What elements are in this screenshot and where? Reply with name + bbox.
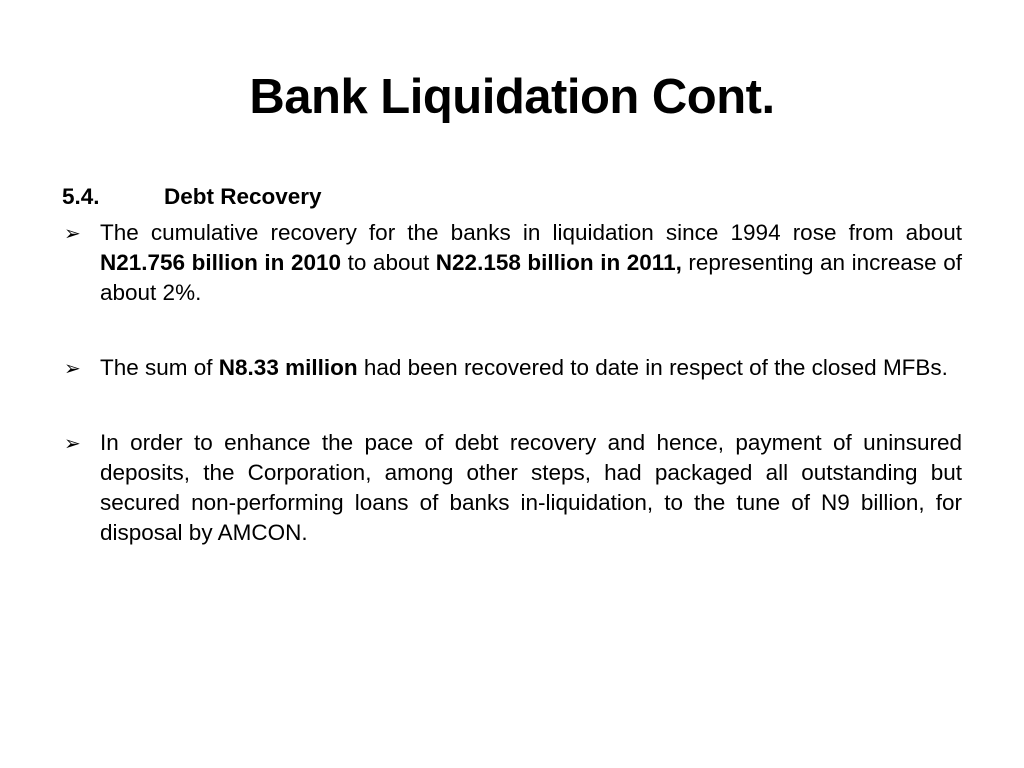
bullet-text: The sum of bbox=[100, 355, 219, 380]
slide-title: Bank Liquidation Cont. bbox=[249, 70, 775, 124]
arrowhead-bullet-icon: ➢ bbox=[64, 358, 81, 380]
bullet-text: to about bbox=[341, 250, 436, 275]
bullet-item-2 bbox=[62, 353, 962, 383]
section-number: 5.4. bbox=[62, 184, 100, 209]
section-title: Debt Recovery bbox=[164, 184, 322, 209]
section-heading bbox=[62, 182, 962, 212]
bullet-text: had been recovered to date in respect of the closed MFBs. bbox=[357, 355, 948, 380]
bullet-item-1 bbox=[62, 218, 962, 308]
bullet-item-3 bbox=[62, 428, 962, 548]
arrowhead-bullet-icon: ➢ bbox=[64, 433, 81, 455]
bullet-bold-text: N22.158 billion in 2011, bbox=[435, 250, 682, 275]
bullet-bold-text: N21.756 billion in 2010 bbox=[100, 250, 342, 275]
arrowhead-bullet-icon: ➢ bbox=[64, 223, 81, 245]
bullet-text: In order to enhance the pace of debt recovery and hence, payment of uninsured deposits, the Corporation, among other steps, had packaged all outstanding but secured non-performing loans of banks in-liquidation, to the tune of N9 billion, for disposal by AMCON. bbox=[100, 430, 962, 545]
bullet-text: The cumulative recovery for the banks in liquidation since 1994 rose from about bbox=[100, 220, 962, 245]
bullet-bold-text: N8.33 million bbox=[218, 355, 358, 380]
slide-content bbox=[62, 182, 962, 548]
bullet-text: representing an increase of about 2%. bbox=[100, 250, 963, 305]
